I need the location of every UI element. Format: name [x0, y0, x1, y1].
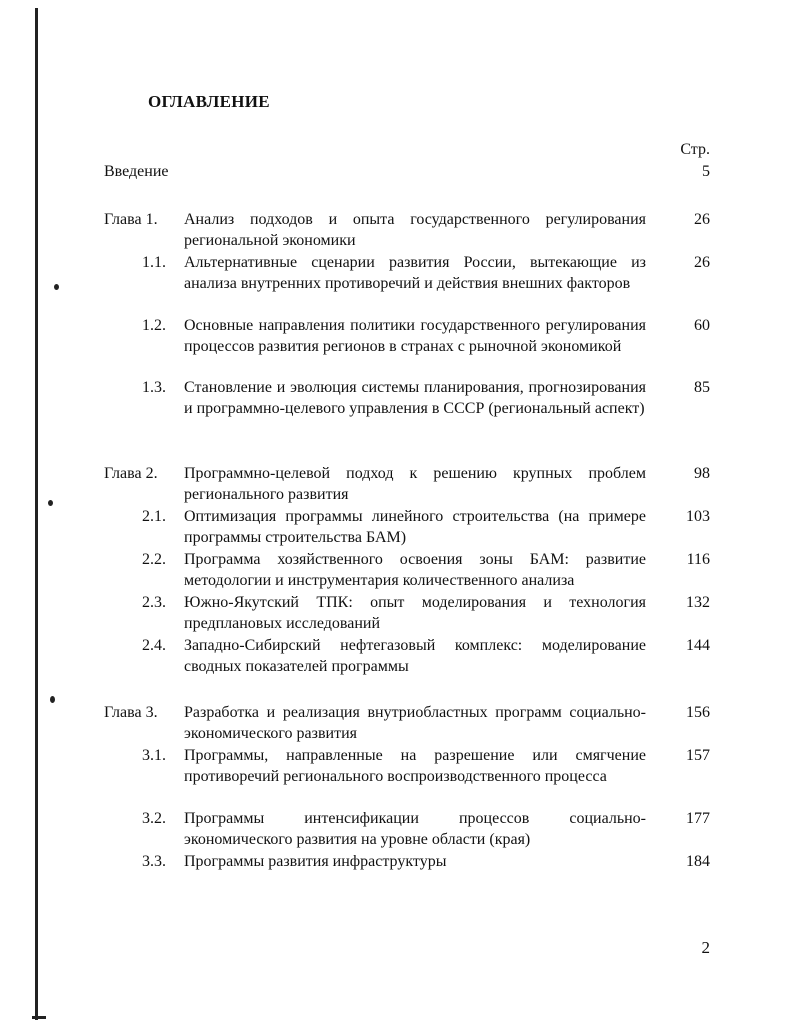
toc-entry-page: 26	[694, 211, 710, 228]
toc-entry-page: 177	[686, 810, 710, 827]
toc-entry-label: 2.2.	[142, 551, 166, 568]
toc-entry-title: Основные направления политики государственного регулирования процессов развития регионов в странах с рыночной экономикой	[184, 317, 646, 355]
toc-entry-label: 1.1.	[142, 254, 166, 271]
scan-binding-edge	[35, 8, 38, 1020]
toc-entry-title: Программы развития инфраструктуры	[184, 853, 447, 870]
toc-entry-page: 26	[694, 254, 710, 271]
page-column-header: Стр.	[680, 141, 710, 158]
toc-intro-page: 5	[702, 163, 710, 180]
toc-entry-title: Западно-Сибирский нефтегазовый комплекс: моделирование сводных показателей программы	[184, 637, 646, 675]
toc-intro-text[interactable]: Введение	[104, 163, 169, 180]
toc-entry-page: 103	[686, 508, 710, 525]
toc-entry-page: 132	[686, 594, 710, 611]
toc-entry-label: Глава 3.	[104, 704, 158, 721]
toc-entry-title: Оптимизация программы линейного строительства (на примере программы строительства БАМ)	[184, 508, 646, 546]
toc-entry-page: 157	[686, 747, 710, 764]
toc-entry-label: 3.3.	[142, 853, 166, 870]
toc-entry-title: Программы, направленные на разрешение или смягчение противоречий регионального воспроизводственного процесса	[184, 747, 646, 785]
toc-entry-title: Программа хозяйственного освоения зоны БАМ: развитие методологии и инструментария количественного анализа	[184, 551, 646, 589]
toc-entry-label: Глава 1.	[104, 211, 158, 228]
scan-speck	[54, 284, 59, 290]
toc-entry-title: Альтернативные сценарии развития России, вытекающие из анализа внутренних противоречий и действия внешних факторов	[184, 254, 646, 292]
toc-entry-label: 2.3.	[142, 594, 166, 611]
page-number: 2	[701, 938, 710, 957]
toc-title: ОГЛАВЛЕНИЕ	[148, 92, 270, 111]
toc-entry-label: Глава 2.	[104, 465, 158, 482]
scan-speck	[48, 500, 53, 506]
scan-speck	[50, 696, 55, 703]
toc-entry-title: Южно-Якутский ТПК: опыт моделирования и технология предплановых исследований	[184, 594, 646, 632]
toc-entry-label: 2.4.	[142, 637, 166, 654]
toc-entry-page: 116	[686, 551, 710, 568]
toc-entry-label: 2.1.	[142, 508, 166, 525]
toc-entry-page: 98	[694, 465, 710, 482]
toc-entry-title: Программно-целевой подход к решению крупных проблем регионального развития	[184, 465, 646, 503]
toc-entry-label: 3.1.	[142, 747, 166, 764]
toc-entry-label: 3.2.	[142, 810, 166, 827]
toc-entry-page: 85	[694, 379, 710, 396]
scan-binding-foot	[32, 1016, 46, 1019]
toc-entry-title: Анализ подходов и опыта государственного регулирования региональной экономики	[184, 211, 646, 249]
toc-entry-page: 144	[686, 637, 710, 654]
toc-entry-title: Становление и эволюция системы планирования, прогнозирования и программно-целевого управления в СССР (региональный аспект)	[184, 379, 646, 417]
toc-entry-label: 1.2.	[142, 317, 166, 334]
toc-entry-page: 60	[694, 317, 710, 334]
toc-entry-title: Разработка и реализация внутриобластных программ социально-экономического развития	[184, 704, 646, 742]
toc-entry-page: 156	[686, 704, 710, 721]
toc-entry-title: Программы интенсификации процессов социально-экономического развития на уровне области (края)	[184, 810, 646, 848]
toc-entry-label: 1.3.	[142, 379, 166, 396]
toc-entry-page: 184	[686, 853, 710, 870]
